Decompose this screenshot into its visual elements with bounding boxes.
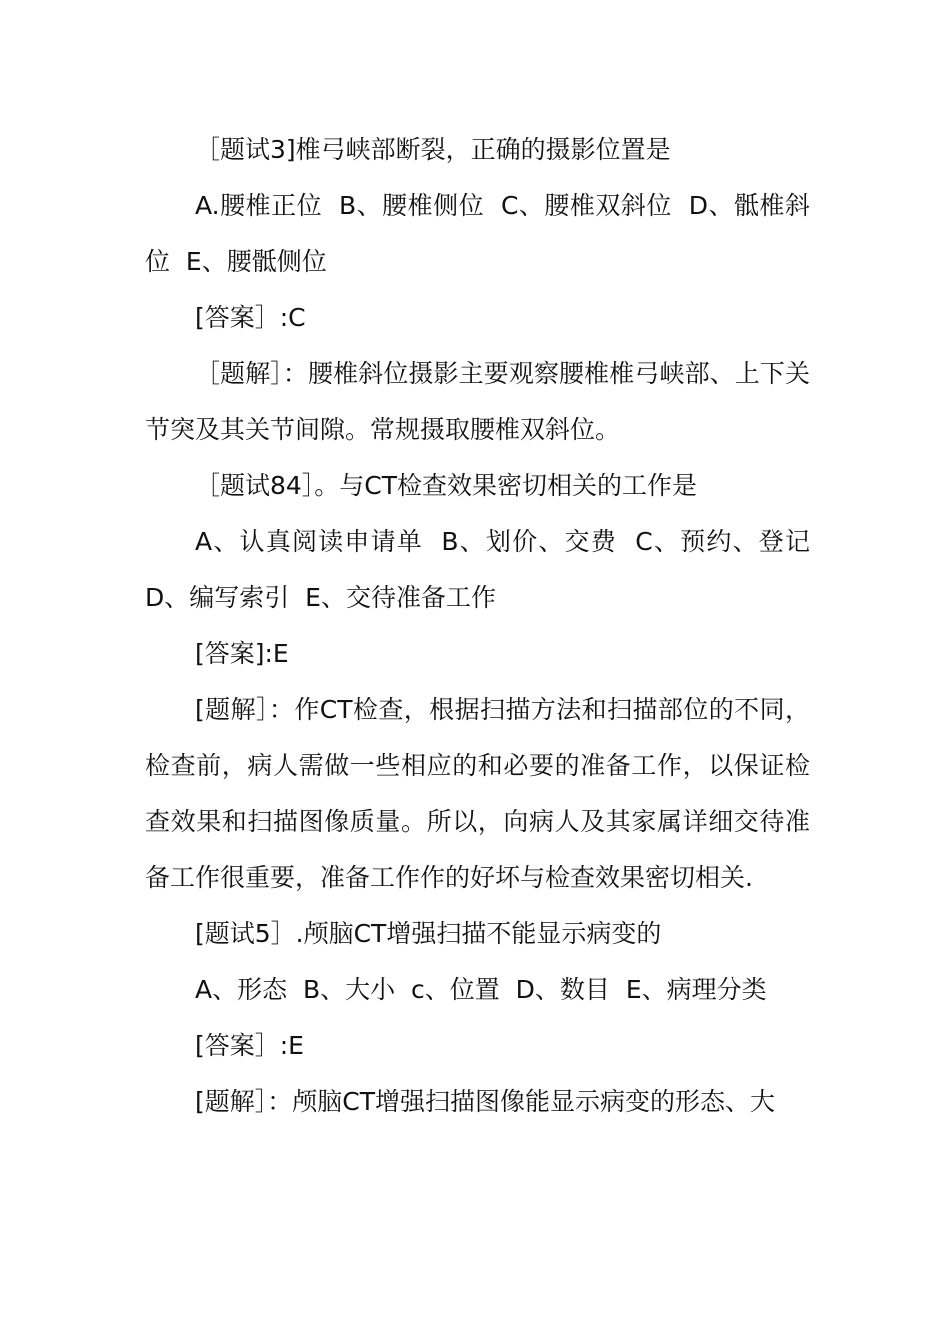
question-84-explanation: [题解］：作CT检查，根据扫描方法和扫描部位的不同，检查前，病人需做一些相应的和必要的准备工作，以保证检查效果和扫描图像质量。所以，向病人及其家属详细交待准备工作很重要，准备工作作的好坏与检查效果密切相关.	[145, 695, 810, 892]
question-3-answer: [答案］:C	[195, 303, 306, 332]
question-5-explanation: [题解］：颅脑CT增强扫描图像能显示病变的形态、大	[195, 1087, 775, 1116]
document-body	[145, 122, 826, 1130]
question-3-options: A.腰椎正位 B、腰椎侧位 C、腰椎双斜位 D、骶椎斜位 E、腰骶侧位	[145, 191, 810, 276]
question-3-stem: ［题试3]椎弓峡部断裂，正确的摄影位置是	[195, 135, 671, 164]
question-5-answer: [答案］:E	[195, 1031, 304, 1060]
question-5-stem: [题试5］.颅脑CT增强扫描不能显示病变的	[195, 919, 662, 948]
question-84-options: A、认真阅读申请单 B、划价、交费 C、预约、登记 D、编写索引 E、交待准备工作	[145, 527, 826, 612]
question-3-explanation: ［题解］：腰椎斜位摄影主要观察腰椎椎弓峡部、上下关节突及其关节间隙。常规摄取腰椎双斜位。	[145, 359, 810, 444]
question-5-options: A、形态 B、大小 c、位置 D、数目 E、病理分类	[195, 975, 767, 1004]
question-84-answer: [答案]:E	[195, 639, 289, 668]
question-84-stem: ［题试84］。与CT检查效果密切相关的工作是	[195, 471, 698, 500]
